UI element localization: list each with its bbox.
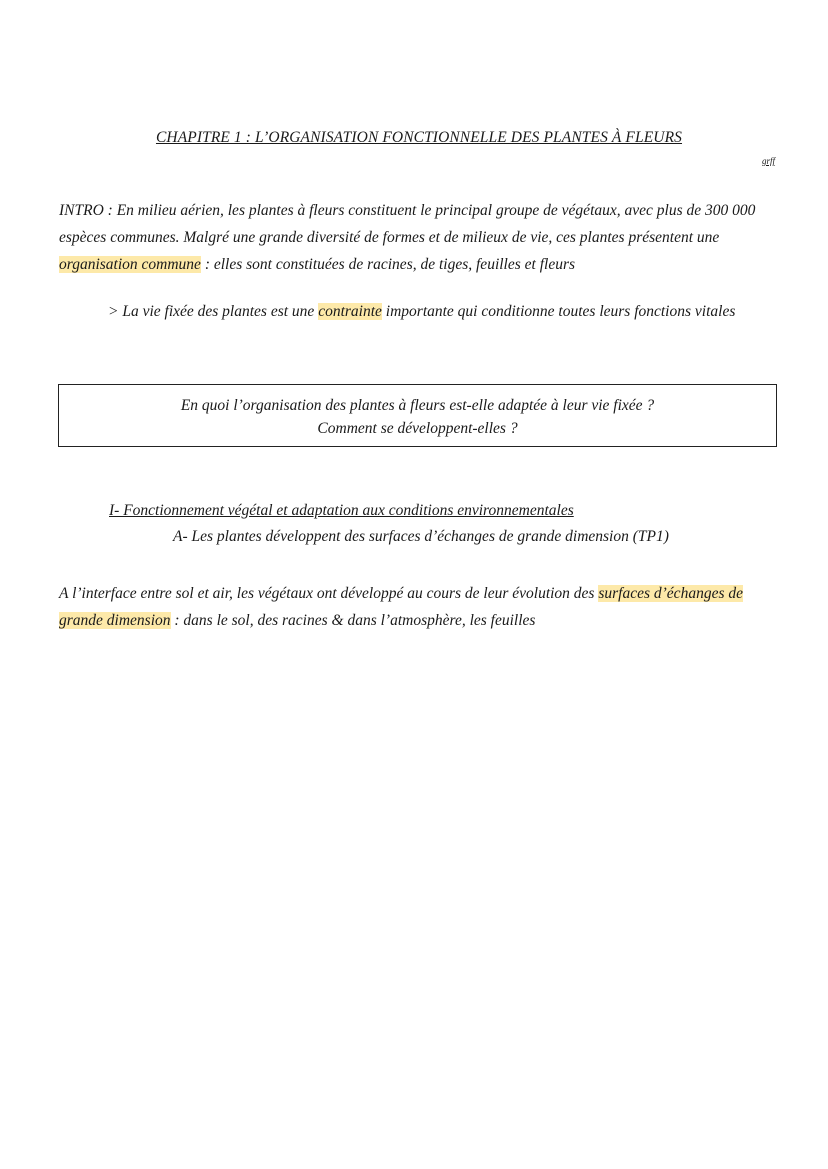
- fixed-highlight: contrainte: [318, 303, 382, 320]
- question-line-2: Comment se développent-elles ?: [317, 420, 518, 437]
- intro-highlight: organisation commune: [59, 256, 201, 273]
- corner-mark: grff: [762, 156, 776, 166]
- intro-text-before: INTRO : En milieu aérien, les plantes à fleurs constituent le principal groupe de végétaux, avec plus de 300 000 espèces communes. Malgré une grande diversité de formes et de milieux de vie, ces plantes présentent une: [59, 202, 756, 246]
- intro-text-after: : elles sont constituées de racines, de tiges, feuilles et fleurs: [200, 256, 576, 273]
- section-heading: I- Fonctionnement végétal et adaptation aux conditions environnementales: [109, 502, 574, 519]
- section-subheading: A- Les plantes développent des surfaces d’échanges de grande dimension (TP1): [173, 528, 669, 545]
- body-paragraph: [59, 580, 779, 634]
- body-text-before: A l’interface entre sol et air, les végétaux ont développé au cours de leur évolution des: [59, 585, 599, 602]
- body-highlight: surfaces d’échanges de grande dimension: [59, 585, 743, 629]
- question-line-1: En quoi l’organisation des plantes à fleurs est-elle adaptée à leur vie fixée ?: [180, 397, 655, 414]
- chapter-title: CHAPITRE 1 : L’ORGANISATION FONCTIONNELLE DES PLANTES À FLEURS: [155, 129, 683, 146]
- body-text-after: : dans le sol, des racines & dans l’atmosphère, les feuilles: [170, 612, 536, 629]
- intro-paragraph: [59, 197, 779, 278]
- fixed-text-before: > La vie fixée des plantes est une: [108, 303, 319, 320]
- fixed-life-line: [108, 303, 735, 321]
- fixed-text-after: importante qui conditionne toutes leurs fonctions vitales: [381, 303, 736, 320]
- question-box: [58, 384, 777, 447]
